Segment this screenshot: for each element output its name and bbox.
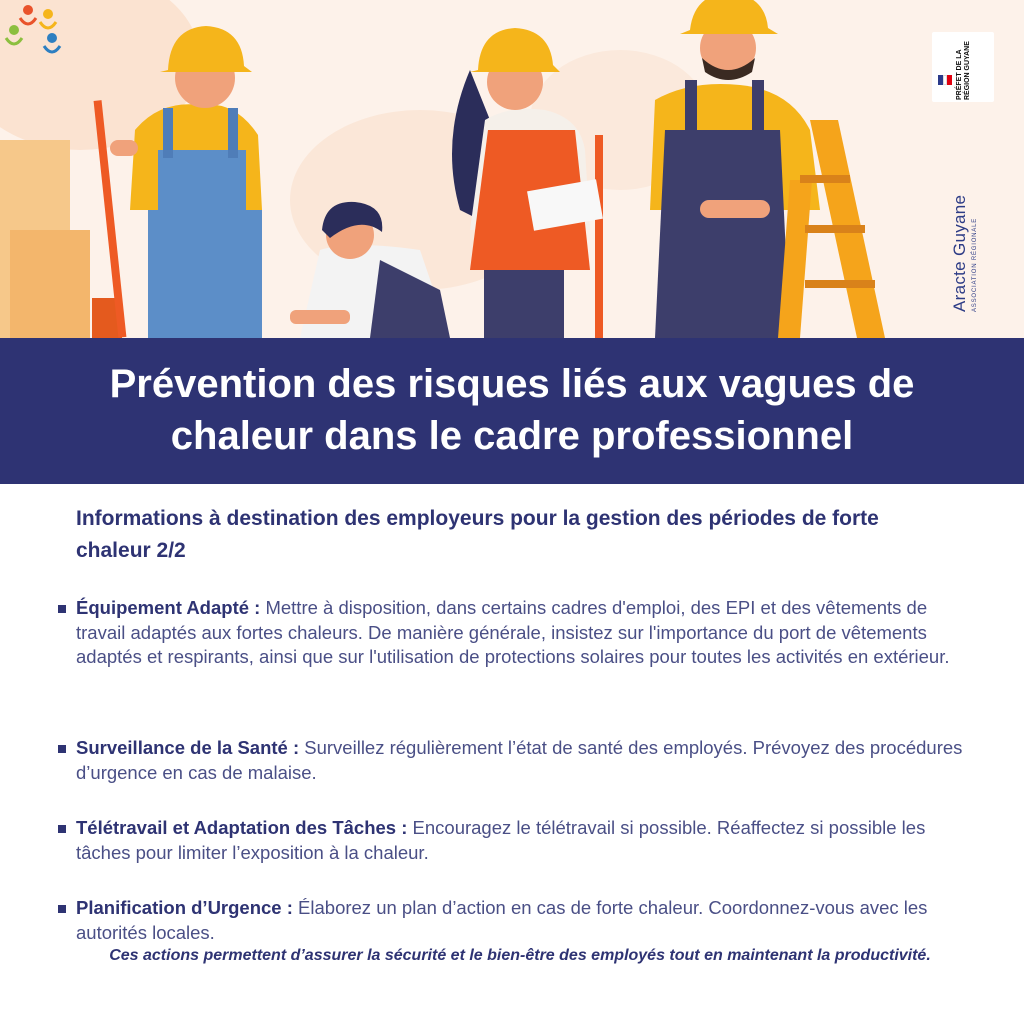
item-text: Encouragez le télétravail si possible. Réaffectez si possible les tâches pour limiter l’exposition à la chaleur. bbox=[76, 817, 926, 863]
list-item bbox=[76, 896, 976, 945]
page-title: Prévention des risques liés aux vagues de chaleur dans le cadre professionnel bbox=[109, 362, 915, 458]
aracte-logo-icon bbox=[0, 0, 70, 200]
list-item bbox=[76, 736, 976, 785]
item-text: Mettre à disposition, dans certains cadres d'emploi, des EPI et des vêtements de travail adaptés aux fortes chaleurs. De manière générale, insistez sur l'importance du port de vêtements adaptés et respirants, ainsi que sur l'utilisation de protections solaires pour toutes les activités en extérieur. bbox=[76, 597, 950, 667]
list-item bbox=[76, 816, 976, 865]
title-banner bbox=[0, 338, 1024, 484]
section-subtitle: Informations à destination des employeurs pour la gestion des périodes de forte chaleur 2/2 bbox=[76, 507, 879, 562]
closing-note: Ces actions permettent d’assurer la sécurité et le bien-être des employés tout en maintenant la productivité. bbox=[109, 947, 931, 964]
item-text: Surveillez régulièrement l’état de santé des employés. Prévoyez des procédures d’urgence en cas de malaise. bbox=[76, 737, 963, 783]
aracte-logo-name: Aracte Guyane bbox=[950, 194, 969, 312]
construction-workers-illustration bbox=[0, 0, 1024, 338]
bullet-icon bbox=[58, 905, 66, 913]
bullet-icon bbox=[58, 825, 66, 833]
item-label: Équipement Adapté : bbox=[76, 597, 266, 618]
item-text: Élaborez un plan d’action en cas de forte chaleur. Coordonnez-vous avec les autorités locales. bbox=[76, 897, 928, 943]
bullet-icon bbox=[58, 605, 66, 613]
prefet-logo bbox=[932, 32, 994, 102]
aracte-logo-subtitle: ASSOCIATION RÉGIONALE bbox=[972, 217, 978, 312]
item-label: Planification d’Urgence : bbox=[76, 897, 299, 918]
bullet-icon bbox=[58, 745, 66, 753]
list-item bbox=[76, 596, 976, 670]
item-label: Télétravail et Adaptation des Tâches : bbox=[76, 817, 413, 838]
prefet-logo-text: PRÉFET DE LA RÉGION GUYANE bbox=[956, 41, 971, 100]
french-flag-icon bbox=[938, 72, 952, 82]
item-label: Surveillance de la Santé : bbox=[76, 737, 305, 758]
hero-illustration bbox=[0, 0, 1024, 338]
